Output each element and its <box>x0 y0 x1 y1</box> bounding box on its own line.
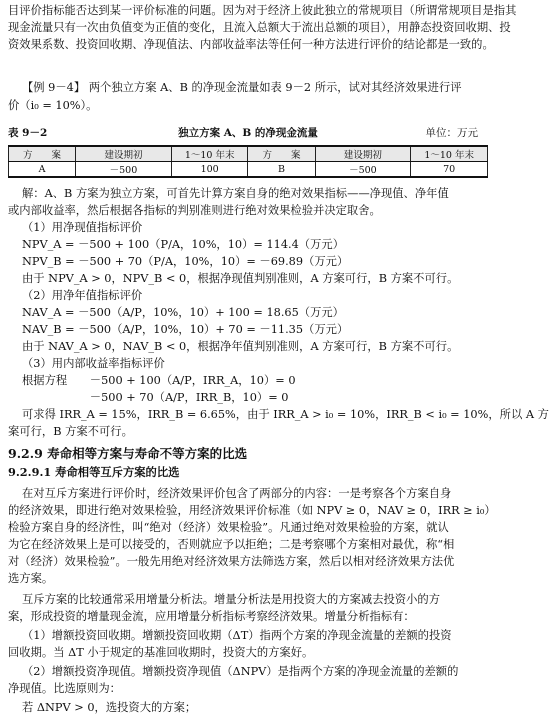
table-header-cell: 建设期初 <box>315 146 411 162</box>
paragraph-line: 的经济效果，即进行绝对效果检验，用经济效果评价标准（如 NPV ≥ 0，NAV ≥ 0，IRR ≥ i₀） <box>8 504 496 517</box>
paragraph-line: 对（经济）效果检验”。一般先用绝对经济效果方法筛选方案，然后以相对经济效果方法优 <box>8 555 455 568</box>
paragraph-line: 选方案。 <box>8 572 54 585</box>
table-cell: 100 <box>171 162 248 178</box>
solution-line: 解：A、B 方案为独立方案，可首先计算方案自身的绝对效果指标——净现值、净年值 <box>22 187 449 200</box>
table-header-cell: 1～10 年末 <box>411 146 488 162</box>
example-heading: 【例 9－4】 两个独立方案 A、B 的净现金流量如表 9－2 所示，试对其经济效果进行评 <box>22 81 462 94</box>
solution-line: 可求得 IRR_A = 15%，IRR_B = 6.65%，由于 IRR_A > i₀ = 10%，IRR_B < i₀ = 10%，所以 A 方 <box>22 408 549 421</box>
table-cell: 70 <box>411 162 488 178</box>
solution-line: （1）用净现值指标评价 <box>22 221 143 234</box>
solution-line: （2）用净年值指标评价 <box>22 289 143 302</box>
section-heading: 9.2.9 寿命相等方案与寿命不等方案的比选 <box>8 446 248 461</box>
table-header-row <box>9 146 488 162</box>
table-cell: －500 <box>76 162 172 178</box>
paragraph-line: 在对互斥方案进行评价时，经济效果评价包含了两部分的内容：一是考察各个方案自身 <box>22 487 452 500</box>
table-cell: A <box>9 162 76 178</box>
table-cell: －500 <box>315 162 411 178</box>
paragraph-line: 回收期。当 ΔT 小于规定的基准回收期时，投资大的方案好。 <box>8 646 314 659</box>
table-row <box>9 162 488 178</box>
subsection-heading: 9.2.9.1 寿命相等互斥方案的比选 <box>8 465 180 479</box>
paragraph-line: 若 ΔNPV > 0，选投资大的方案； <box>22 701 197 714</box>
equation-line: NAV_A = －500（A/P，10%，10）+ 100 = 18.65（万元） <box>22 306 344 319</box>
table-label: 表 9－2 <box>8 127 48 139</box>
text-line: 现金流量只有一次由负值变为正值的变化，且流入总额大于流出总额的项目），用静态投资回收期、投 <box>8 21 511 34</box>
cashflow-table <box>8 145 488 178</box>
table-header-cell: 方 案 <box>248 146 315 162</box>
equation-line: －500 + 70（A/P，IRR_B，10）= 0 <box>22 391 289 404</box>
equation-line: NPV_B = －500 + 70（P/A，10%，10）= －69.89（万元） <box>22 255 349 268</box>
paragraph-line: 检验方案自身的经济性，叫“绝对（经济）效果检验”。凡通过绝对效果检验的方案，就认 <box>8 521 449 534</box>
text-line: 价（i₀ = 10%）。 <box>8 99 98 112</box>
equation-line: 根据方程 －500 + 100（A/P，IRR_A，10）= 0 <box>22 374 296 387</box>
equation-line: NPV_A = －500 + 100（P/A，10%，10）= 114.4（万元） <box>22 238 344 251</box>
solution-line: 或内部收益率，然后根据各指标的判别准则进行绝对效果检验并决定取舍。 <box>8 204 381 217</box>
text-line: 资效果系数、投资回收期、净现值法、内部收益率法等任何一种方法进行评价的结论都是一致的。 <box>8 38 494 51</box>
paragraph-line: 净现值。比选原则为： <box>8 682 121 695</box>
solution-line: （3）用内部收益率指标评价 <box>22 357 165 370</box>
equation-line: NAV_B = －500（A/P，10%，10）+ 70 = －11.35（万元） <box>22 323 349 336</box>
paragraph-line: （2）增额投资净现值。增额投资净现值（ΔNPV）是指两个方案的净现金流量的差额的 <box>22 665 459 678</box>
table-header-cell: 1～10 年末 <box>171 146 248 162</box>
table-header-cell: 方 案 <box>9 146 76 162</box>
text-line: 目评价指标能否达到某一评价标准的问题。因为对于经济上彼此独立的常规项目（所谓常规项目是指其 <box>8 4 517 17</box>
paragraph-line: 互斥方案的比较通常采用增量分析法。增量分析法是用投资大的方案减去投资小的方 <box>22 593 440 606</box>
table-cell: B <box>248 162 315 178</box>
solution-line: 由于 NAV_A > 0，NAV_B < 0，根据净年值判别准则，A 方案可行，B 方案不可行。 <box>22 340 459 353</box>
table-header-cell: 建设期初 <box>76 146 172 162</box>
table-title: 独立方案 A、B 的净现金流量 <box>178 127 318 139</box>
paragraph-line: （1）增额投资回收期。增额投资回收期（ΔT）指两个方案的净现金流量的差额的投资 <box>22 629 452 642</box>
table-unit: 单位：万元 <box>425 127 478 139</box>
solution-line: 案可行，B 方案不可行。 <box>8 425 133 438</box>
paragraph-line: 为它在经济效果上是可以接受的，否则就应予以拒绝；二是考察哪个方案相对最优，称“相 <box>8 538 455 551</box>
paragraph-line: 案，形成投资的增量现金流，应用增量分析指标考察经济效果。增量分析指标有： <box>8 610 415 623</box>
solution-line: 由于 NPV_A > 0，NPV_B < 0，根据净现值判别准则，A 方案可行，B 方案不可行。 <box>22 272 459 285</box>
